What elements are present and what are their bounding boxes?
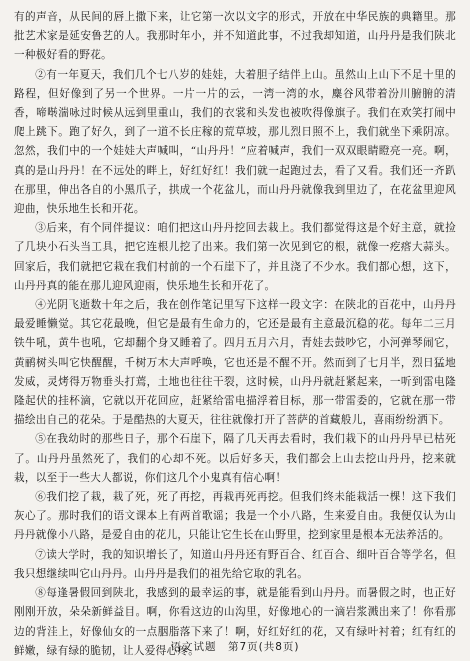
paragraph-5: ⑤在我幼时的那些日子，那个石崖下，隔了几天再去看时，我们栽下的山丹丹早已枯死了。山丹丹虽然死了，我们的心却不死。以后好多天，我们都会上山去挖山丹丹，挖来就栽，以至于一些大人都说，你们这几个小鬼真有信心啊！ bbox=[14, 433, 456, 484]
paragraph-7: ⑦读大学时，我的知识增长了，知道山丹丹还有野百合、红百合、细叶百合等学名，但我只想继续叫它山丹丹。山丹丹是我们的祖先给它取的乳名。 bbox=[14, 548, 456, 580]
paragraph-1-continuation: 有的声音，从民间的唇上撒下来，让它第一次以文字的形式，开放在中华民族的典籍里。那批艺术家是延安鲁艺的人。我那时年小，并不知道此事，不过我却知道，山丹丹是我们陕北一种极好看的野花。 bbox=[14, 11, 456, 62]
paragraph-8: ⑧每逢暑假回到陕北，我感到的最幸运的事，就是能看到山丹丹。而暑假之时，也正好刚刚开放，朵朵新鲜益目。啊，你看这边的山沟里，好像地心的一滴岩浆溅出来了！你看那边的背洼上，好像仙女的一点胭脂落下来了！啊，好红好红的花，又有绿叶衬着；红有红的鲜嫩，绿有绿的脆韧，让人爱得心疼。 bbox=[14, 587, 456, 657]
paragraph-2: ②有一年夏天，我们几个七八岁的娃娃，大着胆子结伴上山。虽然山上山下不足十里的路程，但好像到了另一个世界。一片一片的云，一湾一湾的水，麋谷风带着汾川腑腑的清香，啼啭湍咏过时候从远到里重山，我们的衣裳和头发也被吹得像旗子。我们在欢笑打闹中爬上跳下。跑了好久，到了一道不长庄稼的荒草坡，那儿烈日照不上，我们就坐下乘阴凉。忽然，我们中的一个娃娃大声喊叫，“山丹丹！”应着喊声，我们一双双眼睛瞪亮一亮。啊，真的是山丹丹！在不远处的畔上，好红好红！我们就一起跑过去，看了又看。我们还一齐趴在那里，伸出各自的小黑爪子，拱成一个花盆儿，而山丹丹就像我到里边了，在花盆里迎风迎曲，快乐地生长和开花。 bbox=[14, 68, 456, 216]
page-footer: 语文试题 第7页(共8页) bbox=[170, 641, 300, 653]
paragraph-3: ③后来，有个同伴提议：咱们把这山丹丹挖回去栽上。我们都觉得这是个好主意，就捡了几块小石头当工具，把它连根儿挖了出来。我们第一次见到它的根，就像一疙瘩大蒜头。回家后，我们就把它栽在我们村前的一个石崖下了，并且浇了不少水。我们都心想，这下，山丹丹真的能在那儿迎风迎雨，快乐地生长和开花了。 bbox=[14, 222, 456, 292]
paragraph-6: ⑥我们挖了栽，栽了死，死了再挖，再栽再死再挖。但我们终未能栽活一棵！这下我们灰心了。那时我们的语文课本上有两首歌谣；我是一个小八路，生来爱自由。我便仅认为山丹丹就像小八路，是爱自由的花儿，只能让它生长在山野里，挖到家里是根本无法养活的。 bbox=[14, 491, 456, 542]
paragraph-4: ④光阴飞逝数十年之后，我在创作笔记里写下这样一段文字：在陕北的百花中，山丹丹最爱睡懒觉。其它花最晚，但它是最有生命力的，它还是最有主意最沉稳的花。每年二三月铁牛吼，黄牛也吼，它却翻个身又睡着了。四月五月六月，青娃去鼓吵它，小河弹琴闹它，黄鹂树头叫它快醒醒，千树万木大声呼唤，它也还是不醒不开。然而到了七月半，烈日猛地发威，灵烤得万物垂头打蔫，土地也往往干裂，这时候，山丹丹就赶紧起来，一听到雷电隆隆起伏的挂杯滴，它就以开花回应，赶紧给雷电描浮着目标，那一带雷委的，它就在那一带描绘出自己的花朵。于是酷热的大夏天，往往就像打开了菩萨的首藏般儿，喜雨纷纷洒下。 bbox=[14, 299, 456, 427]
